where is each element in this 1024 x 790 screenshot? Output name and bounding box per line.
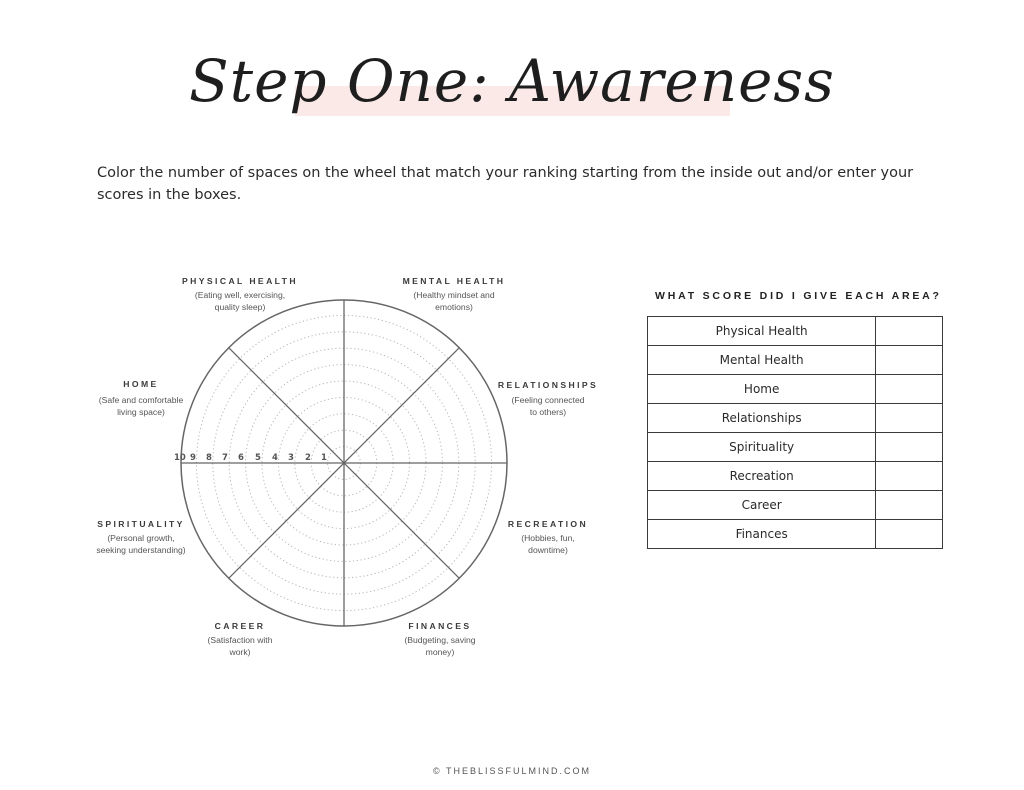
area-title: RELATIONSHIPS <box>497 380 599 390</box>
area-title: CAREER <box>214 621 266 631</box>
score-row <box>648 346 943 375</box>
scores-table <box>647 316 943 549</box>
score-input-box[interactable] <box>876 433 943 462</box>
area-title: MENTAL HEALTH <box>402 276 506 286</box>
area-label-relationships <box>498 380 598 417</box>
score-area-label: Mental Health <box>648 346 876 375</box>
area-title: SPIRITUALITY <box>97 519 185 529</box>
score-input-box[interactable] <box>876 491 943 520</box>
area-subtitle: (Personal growth, <box>107 533 175 543</box>
score-input-box[interactable] <box>876 404 943 433</box>
footer-copyright: © THEBLISSFULMIND.COM <box>433 766 591 776</box>
area-subtitle: work) <box>229 647 251 657</box>
area-title: FINANCES <box>408 621 472 631</box>
area-subtitle: (Budgeting, saving <box>404 635 476 645</box>
area-label-finances <box>404 621 475 657</box>
area-label-recreation <box>508 519 588 555</box>
ring-number: 1 <box>321 453 327 463</box>
instructions-text: Color the number of spaces on the wheel that match your ranking starting from the inside out and/or enter your scores in the boxes. <box>97 165 914 203</box>
score-row <box>648 404 943 433</box>
area-label-physical-health <box>182 276 298 312</box>
score-input-box[interactable] <box>876 520 943 549</box>
area-subtitle: emotions) <box>435 302 473 312</box>
area-subtitle: (Healthy mindset and <box>413 290 495 300</box>
score-area-label: Career <box>648 491 876 520</box>
score-input-box[interactable] <box>876 346 943 375</box>
ring-number: 5 <box>255 453 261 463</box>
area-subtitle: downtime) <box>528 545 568 555</box>
page-title: Step One: Awareness <box>189 47 835 115</box>
score-area-label: Spirituality <box>648 433 876 462</box>
score-row <box>648 317 943 346</box>
ring-number: 6 <box>238 453 244 463</box>
ring-number: 4 <box>272 453 278 463</box>
area-title: PHYSICAL HEALTH <box>182 276 298 286</box>
score-area-label: Finances <box>648 520 876 549</box>
area-subtitle: (Hobbies, fun, <box>521 533 575 543</box>
score-area-label: Relationships <box>648 404 876 433</box>
title-area <box>0 30 1024 140</box>
ring-number: 3 <box>288 453 294 463</box>
score-input-box[interactable] <box>876 317 943 346</box>
ring-number: 10 <box>174 453 186 463</box>
area-subtitle: seeking understanding) <box>96 545 186 555</box>
area-subtitle: (Eating well, exercising, <box>194 290 286 300</box>
area-title: RECREATION <box>507 519 589 529</box>
score-area-label: Physical Health <box>648 317 876 346</box>
score-row <box>648 462 943 491</box>
ring-number: 8 <box>206 453 212 463</box>
score-row <box>648 491 943 520</box>
area-label-spirituality <box>96 519 185 555</box>
area-label-mental-health <box>403 276 506 312</box>
area-label-career <box>208 621 273 657</box>
score-area-label: Home <box>648 375 876 404</box>
area-subtitle: quality sleep) <box>214 302 266 312</box>
life-wheel <box>80 265 620 675</box>
area-subtitle: living space) <box>117 407 165 417</box>
score-area-label: Recreation <box>648 462 876 491</box>
score-input-box[interactable] <box>876 375 943 404</box>
area-subtitle: to others) <box>529 407 567 417</box>
score-row <box>648 433 943 462</box>
area-subtitle: (Feeling connected <box>511 395 585 405</box>
score-row <box>648 520 943 549</box>
area-subtitle: (Satisfaction with <box>207 635 273 645</box>
ring-number: 2 <box>305 453 311 463</box>
area-label-home <box>99 379 184 417</box>
scores-heading: WHAT SCORE DID I GIVE EACH AREA? <box>655 290 942 302</box>
area-subtitle: (Safe and comfortable <box>98 395 184 405</box>
ring-number: 7 <box>222 453 228 463</box>
score-input-box[interactable] <box>876 462 943 491</box>
ring-number: 9 <box>190 453 196 463</box>
area-subtitle: money) <box>425 647 455 657</box>
score-row <box>648 375 943 404</box>
area-title: HOME <box>123 379 159 389</box>
